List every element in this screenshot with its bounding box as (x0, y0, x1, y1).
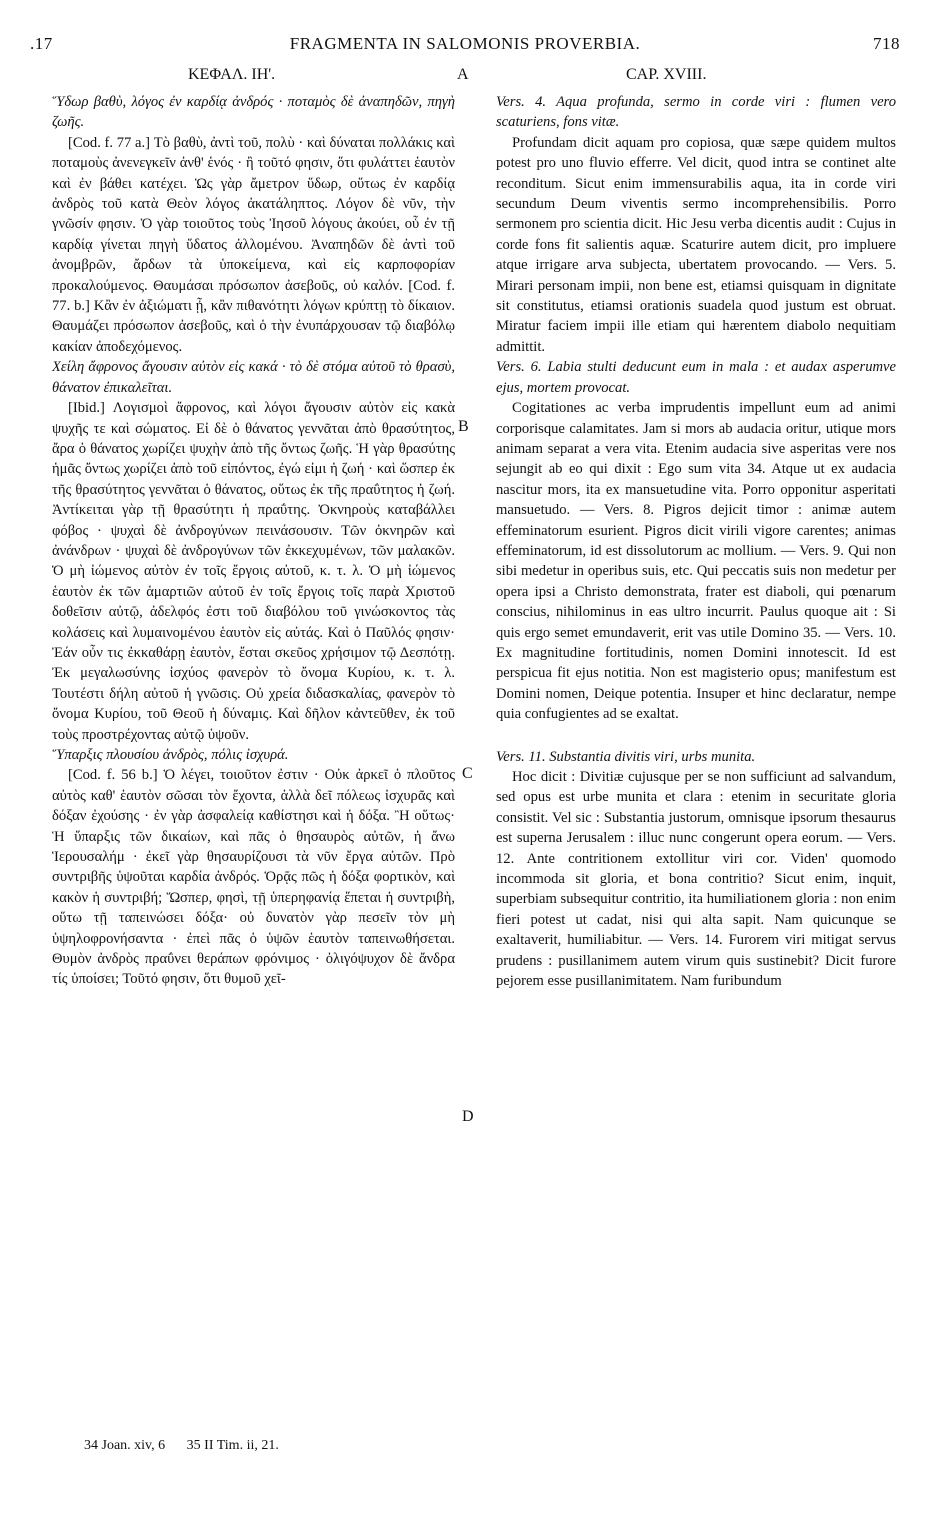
page-number-left: .17 (30, 34, 53, 53)
running-title: FRAGMENTA IN SALOMONIS PROVERBIA. (289, 34, 641, 53)
margin-letter-c: C (462, 765, 473, 782)
greek-column (52, 92, 455, 990)
greek-verse-2: Χείλη ἄφρονος ἄγουσιν αὐτὸν εἰς κακά · τὸ δὲ στόμα αὐτοῦ τὸ θρασὺ, θάνατον ἐπικαλεῖται. (52, 359, 455, 396)
chapter-heading-greek: ΚΕΦΑΛ. ΙΗ'. (188, 66, 276, 83)
latin-verse-2: Vers. 6. Labia stulti deducunt eum in mala : et audax asperumve ejus, mortem provocat. (496, 359, 896, 396)
footnote-34: 34 Joan. xiv, 6 (84, 1438, 166, 1453)
latin-para-5: Hoc dicit : Divitiæ cujusque per se non sufficiunt ad salvandum, sed opus est urbe munita et clara : etenim in securitate gloria consistit. Vel sic : Substantia justorum, omnisque ipsorum thesaurus est superna Jerusalem : illuc nunc congerunt opera eorum. — Vers. 12. Ante contritionem extollitur viri cor. Viden' quomodo incommoda sit gloria, et bona contritio? Sicut enim, inquit, superbiam subsequitur contritio, ita humiliationem gloria : non enim fieri potest ut cadat, nisi qui alta sapit. Nam quicunque se exaltaverit, humiliabitur. — Vers. 14. Furorem viri mitigat servus prudens : pusillanimem autem virum quis sustinebit? Dicit furore pejorem esse pusillanimitatem. Nam furibundum (496, 769, 896, 990)
latin-para-3: Cogitationes ac verba imprudentis impellunt eum ad animi corporisque calamitates. Jam si mors ab audacia oritur, utique mors animam separat a vera vita. Etenim audacia sive asperitas vere nos sejungit ab eo qui dixit : Ego sum vita 34. Atque ut ex audacia nascitur mors, ita ex mansuetudine vita. Porro opponitur asperitati mansuetudo. — Vers. 8. Pigros dejicit timor : animæ autem effeminatorum esurient. Pigros dicit virili vigore carentes; animas effeminatorum, id est dissolutorum ac mollium. — Vers. 9. Qui non sibi medetur in operibus suis, etc. Qui peccatis suis non medetur per opera ipsi a Christo demonstrata, frater est diaboli, qui pœnarum conscius, nihilominus in eas ultro incurrit. Paulus quoque ait : Si quis ergo semet emundaverit, erit vas utile Domino 35. — Vers. 10. Ex magnitudine fortitudinis, nomen Domini innotescit. Id est perspicua fit ejus notitia. Non est magisterio opus; manifestum est Domini nomen, Deique potentia. Insuper et hinc declaratur, nempe quia confugientes ad se exaltat. (496, 400, 896, 723)
latin-column (496, 92, 896, 991)
greek-verse-4: Ὕπαρξις πλουσίου ἀνδρὸς, πόλις ἰσχυρά. (52, 747, 289, 763)
chapter-heading-latin: CAP. XVIII. (626, 66, 707, 83)
greek-para-5: [Cod. f. 56 b.] Ὁ λέγει, τοιοῦτον ἐστιν · Οὐκ ἀρκεῖ ὁ πλοῦτος αὐτὸς καθ' ἑαυτὸν σῶσαι τὸν ἔχοντα, ἀλλὰ δεῖ πόλεως ἰσχυρᾶς καὶ δόξαν ἐχούσης · ἐν γὰρ ἀσφαλείᾳ καθίστησι καὶ ἡ δόξα. Ἢ οὕτως· Ἡ ὕπαρξις τῶν δικαίων, καὶ πᾶς ὁ θησαυρὸς αὐτῶν, ἡ ἄνω Ἱερουσαλήμ · ἐκεῖ γὰρ θησαυρίζουσι τὰ νῦν ἔργα αὐτῶν. Πρὸ συντριβῆς ὑψοῦται καρδία ἀνδρός. Ὁρᾷς πῶς ἡ δόξα φορτικὸν, καὶ κακὸν ἡ συντριβή; Ὥσπερ, φησὶ, τῇ ὑπερηφανίᾳ ἕπεται ἡ συντριβὴ, οὕτω τῇ ταπεινώσει δόξα· οὐ δυνατὸν γὰρ πεσεῖν τὸν μὴ ὑψηλοφρονήσαντα · ἐπεὶ πᾶς ὁ ὑψῶν ἑαυτὸν ταπεινωθήσεται. Θυμὸν ἀνδρὸς πραΰνει θεράπων φρόνιμος · ὀλιγόψυχον δὲ ἄνδρα τίς ὑποίσει; Τοῦτό φησιν, ὅτι θυμοῦ χεῖ- (52, 767, 455, 988)
latin-verse-4: Vers. 11. Substantia divitis viri, urbs munita. (496, 748, 756, 765)
footnote-35: 35 II Tim. ii, 21. (186, 1438, 279, 1453)
margin-letter-a: A (457, 66, 469, 83)
greek-para-1: [Cod. f. 77 a.] Τὸ βαθὺ, ἀντὶ τοῦ, πολὺ · καὶ δύναται πολλάκις καὶ ποταμοὺς ἀνενεγκεῖν ἀνθ' ἑνός · ἢ τοῦτό φησιν, ὅτι φυλάττει ἑαυτὸν καὶ ἐν βάθει κατέχει. Ὡς γὰρ ἄμετρον ὕδωρ, οὕτως ἐν καρδίᾳ ἀνδρὸς τοῦ κατὰ Θεὸν λόγος ἀκατάληπτος. Λόγον δὲ νῦν, τὴν γνῶσίν φησιν. Ὁ γὰρ τοιοῦτος τοὺς Ἰησοῦ λόγους ἀκούει, οὗ ἐν τῇ καρδίᾳ γίνεται πηγὴ ὕδατος ἀλλομένου. Ἀναπηδῶν δὲ ἀντὶ τοῦ ἀνομβρῶν, ἄρδων τὰ ὑποκείμενα, καὶ εἰς καρποφορίαν προκαλούμενος. Θαυμάσαι πρόσωπον ἀσεβοῦς, οὐ καλόν. [Cod. f. 77. b.] Κἂν ἐν ἀξιώματι ᾖ, κἂν πιθανότητι λόγων κρύπτῃ τὸ δίκαιον. Θαυμάζει πρόσωπον ἀσεβοῦς, καὶ ὁ τὴν ἐνυπάρχουσαν τῷ διαβόλῳ κακίαν ἀποδεχόμενος. (52, 134, 455, 355)
greek-verse-0: Ὕδωρ βαθὺ, λόγος ἐν καρδίᾳ ἀνδρός · ποταμὸς δὲ ἀναπηδῶν, πηγὴ ζωῆς. (52, 94, 455, 131)
margin-letter-b: B (458, 418, 469, 435)
latin-verse-0: Vers. 4. Aqua profunda, sermo in corde viri : flumen vero scaturiens, fons vitæ. (496, 94, 896, 131)
footnotes (84, 1438, 464, 1454)
page-number-right: 718 (873, 34, 900, 53)
margin-letter-d: D (462, 1108, 474, 1125)
running-header (30, 34, 900, 60)
greek-para-3: [Ibid.] Λογισμοὶ ἄφρονος, καὶ λόγοι ἄγουσιν αὐτὸν εἰς κακὰ ψυχῆς τε καὶ σώματος. Εἰ δὲ ὁ θάνατος γεννᾶται ἀπὸ θρασύτητος, ἄρα ὁ θάνατος χωρίζει ψυχὴν ἀπὸ τῆς ὄντως ζωῆς. Ἡ γὰρ θρασύτης ἡμᾶς ὄντως χωρίζει ἀπὸ τοῦ εἰπόντος, ἐγώ εἰμι ἡ ζωή · καὶ ὥσπερ ἐκ τῆς θρασύτητος γεννᾶται ὁ θάνατος, οὕτως ἐκ τῆς πραΰτητος ἡ ζωή. Ἀντίκειται γὰρ τῇ θρασύτητι ἡ πραΰτης. Ὀκνηροὺς καταβάλλει φόβος · ψυχαὶ δὲ ἀνδρογύνων πεινάσουσιν. Τῶν ὀκνηρῶν καὶ ἀνάνδρων · ψυχαὶ δὲ ἀνδρογύνων τῶν ἐκκεχυμένων, τῶν μαλακῶν. Ὁ μὴ ἰώμενος αὐτὸν ἐν τοῖς ἔργοις αὐτοῦ, κ. τ. λ. Ὁ μὴ ἰώμενος ἑαυτὸν ἐκ τῶν ἁμαρτιῶν αὐτοῦ ἐν τοῖς ἔργοις τοῖς παρὰ Χριστοῦ δοθεῖσιν αὐτῷ, ἀδελφός ἐστι τοῦ διαβόλου τοῦ γινώσκοντος τὰς κολάσεις καὶ λυμαινομένου ἑαυτὸν εἰς αὐτάς. Καὶ ὁ Παῦλός φησιν· Ἐάν οὖν τις ἐκκαθάρῃ ἑαυτὸν, ἔσται σκεῦος χρήσιμον τῷ Δεσπότῃ. Ἐκ μεγαλωσύνης ἰσχύος φανερὸν τὸ ὄνομα Κυρίου, κ. τ. λ. Τουτέστι δήλη αὐτοῦ ἡ γνῶσις. Οὐ χρεία διδασκαλίας, φανερὸν τὸ ὄνομα Κυρίου, τοῦ Θεοῦ ἡ δύναμις. Καὶ δῆλον κἀντεῦθεν, ἐκ τοῦ τοὺς προστρέχοντας αὐτῷ ὑψοῦν. (52, 400, 455, 743)
latin-para-1: Profundam dicit aquam pro copiosa, quæ sæpe quidem multos potest pro uno fluvio efferre. Vel dicit, quod intra se continet alte reconditum. Sicut enim immensurabilis aqua, ita in corde viri secundum Deum viventis sermo incomprehensibilis. Porro sermonem pro scientia dicit. Hic Jesu verba dicentis audit : Cujus in corde fons fit salientis aquæ. Scaturire autem dicit, pro impluere atque irrigare arva subjecta, ubertatem provocando. — Vers. 5. Mirari personam impii, non bene est, etiamsi quisquam in dignitate sit constitutus, etiamsi orationis suadela quod justum est obruat. Miratur faciem impii ille etiam qui hærentem diabolo nequitiam admittit. (496, 134, 896, 355)
